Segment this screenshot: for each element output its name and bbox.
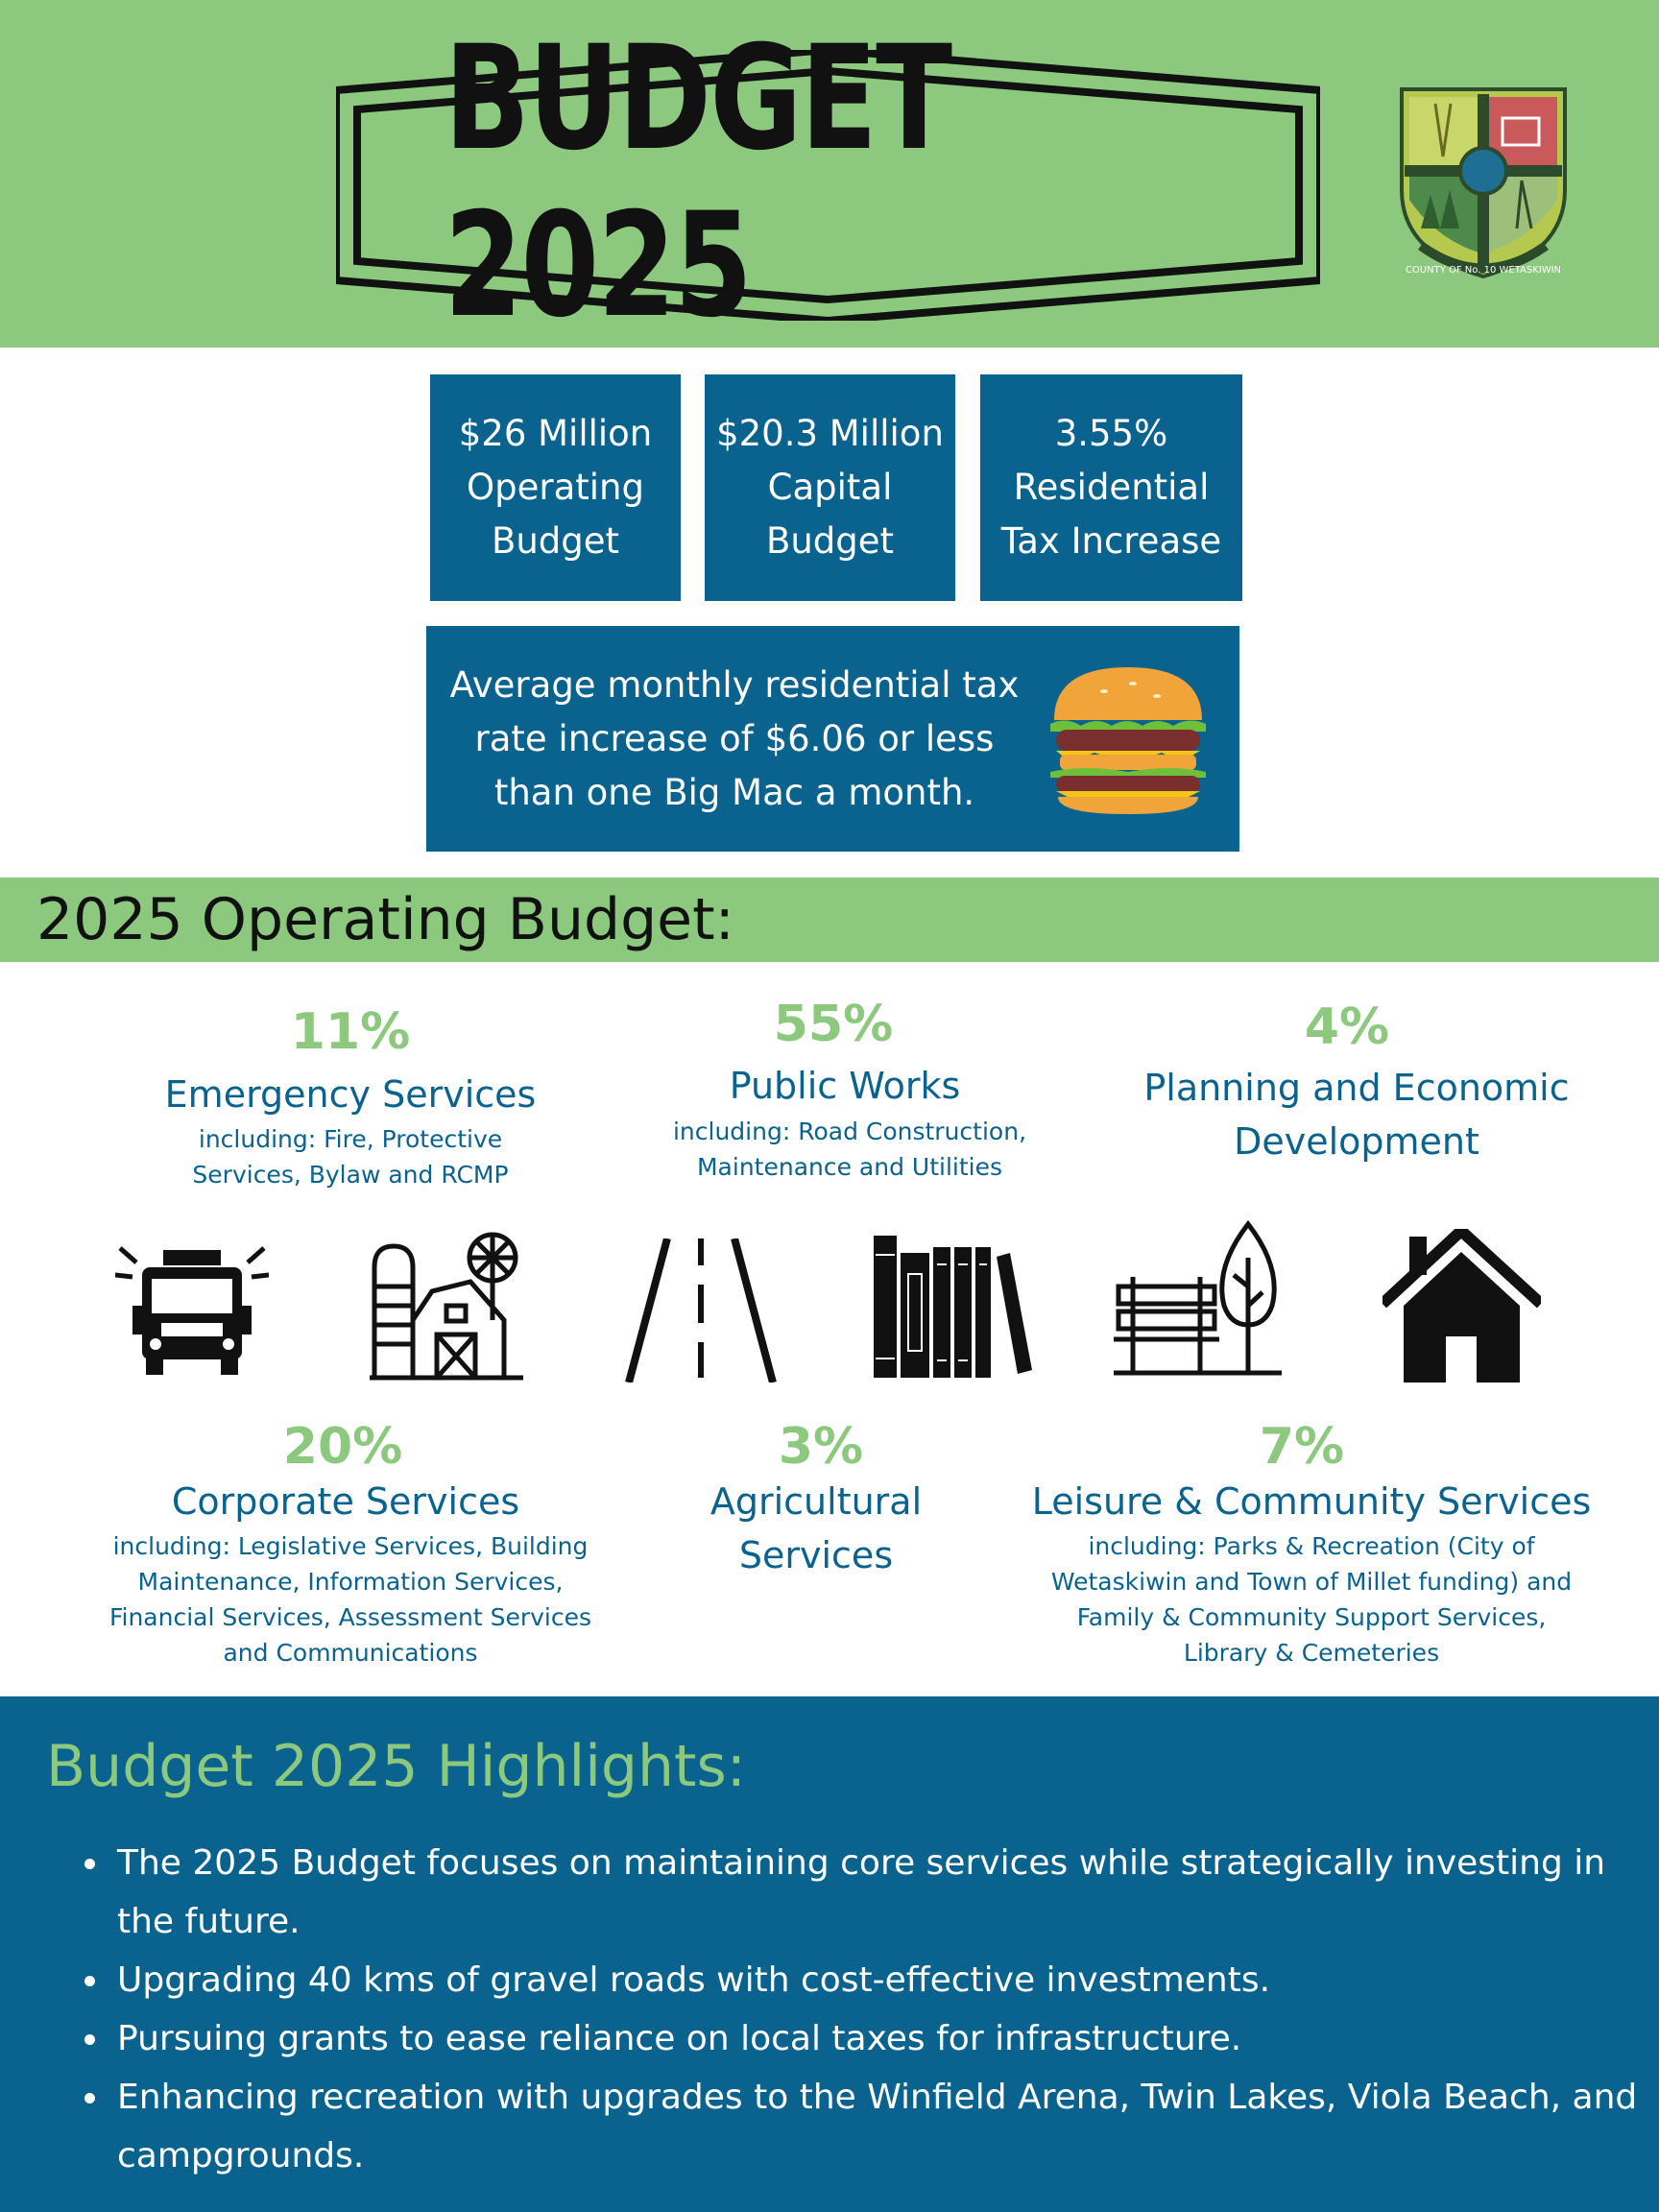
public-works-detail: including: Road Construction, Maintenance and Utilities bbox=[672, 1118, 1027, 1181]
public-works-name: Public Works bbox=[729, 1065, 961, 1107]
leisure-name: Leisure & Community Services bbox=[1031, 1480, 1592, 1523]
highlights-title: Budget 2025 Highlights: bbox=[46, 1733, 746, 1800]
page-title: BUDGET 2025 bbox=[444, 15, 951, 349]
stat-text: 3.55% Residential Tax Increase bbox=[1000, 413, 1222, 562]
planning-name: Planning and Economic Development bbox=[1143, 1067, 1570, 1163]
park-bench-icon bbox=[1114, 1219, 1282, 1378]
farm-icon bbox=[370, 1229, 523, 1382]
list-item: • The 2025 Budget focuses on maintaining core services while strategically investing in the future. bbox=[111, 1834, 1647, 1951]
corporate-percent: 20% bbox=[282, 1418, 403, 1476]
burger-icon bbox=[1046, 662, 1210, 816]
bigmac-text: Average monthly residential tax rate increase of $6.06 or less than one Big Mac a month. bbox=[449, 664, 1020, 813]
county-crest-icon bbox=[1397, 84, 1570, 281]
leisure-percent: 7% bbox=[1259, 1418, 1345, 1476]
agricultural-percent: 3% bbox=[778, 1418, 864, 1476]
operating-title: 2025 Operating Budget: bbox=[36, 886, 734, 953]
stat-operating-budget bbox=[430, 374, 681, 601]
crest-lettering: COUNTY OF No. 10 WETASKIWIN bbox=[1405, 265, 1562, 276]
leisure-detail: including: Parks & Recreation (City of Wetaskiwin and Town of Millet funding) and Family & Community Support Services, Library & Cemeteries bbox=[1050, 1532, 1573, 1667]
house-icon bbox=[1382, 1229, 1541, 1382]
books-icon bbox=[874, 1236, 1032, 1378]
planning-percent: 4% bbox=[1304, 998, 1390, 1056]
highlights-list bbox=[77, 1834, 1647, 2185]
emergency-percent: 11% bbox=[290, 1003, 411, 1061]
list-item: • Pursuing grants to ease reliance on local taxes for infrastructure. bbox=[111, 2009, 1647, 2068]
emergency-name: Emergency Services bbox=[164, 1073, 537, 1116]
stat-text: $26 Million Operating Budget bbox=[458, 413, 653, 562]
corporate-detail: including: Legislative Services, Building Maintenance, Information Services, Financial Services, Assessment Services and Communications bbox=[108, 1532, 592, 1667]
list-item: • Upgrading 40 kms of gravel roads with cost-effective investments. bbox=[111, 1951, 1647, 2009]
stat-tax-increase bbox=[980, 374, 1242, 601]
road-icon bbox=[624, 1238, 778, 1382]
stat-capital-budget bbox=[705, 374, 955, 601]
fire-truck-icon bbox=[115, 1238, 269, 1382]
list-item: • Enhancing recreation with upgrades to the Winfield Arena, Twin Lakes, Viola Beach, and campgrounds. bbox=[111, 2068, 1647, 2185]
stat-text: $20.3 Million Capital Budget bbox=[716, 413, 944, 562]
agricultural-name: Agricultural Services bbox=[709, 1480, 923, 1576]
public-works-percent: 55% bbox=[773, 996, 894, 1053]
corporate-name: Corporate Services bbox=[171, 1480, 520, 1523]
emergency-detail: including: Fire, Protective Services, Bylaw and RCMP bbox=[192, 1125, 509, 1189]
